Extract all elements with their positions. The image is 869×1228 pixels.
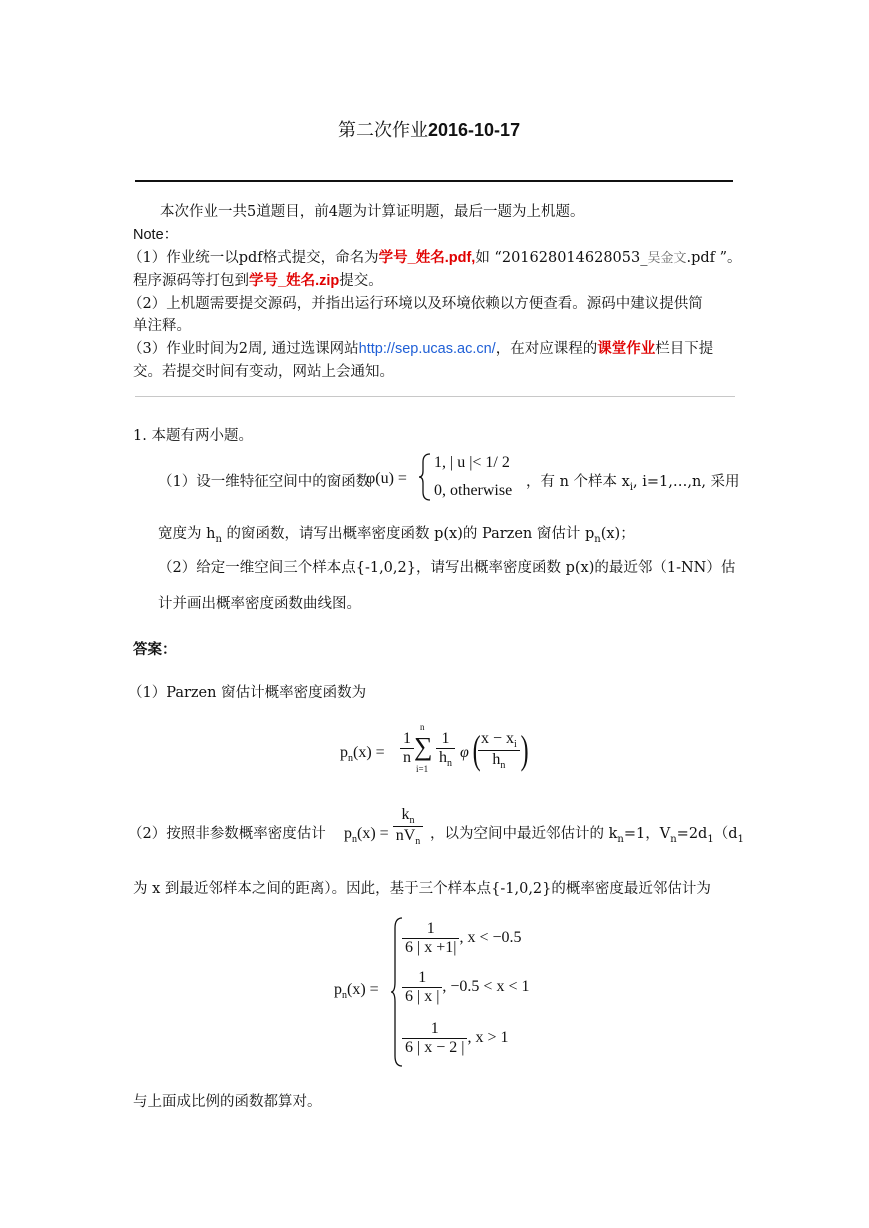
note-3-text-c: 栏目下提 bbox=[655, 341, 714, 357]
window-function-lhs: φ(u) = bbox=[366, 470, 407, 487]
pw-frac-2 bbox=[402, 969, 442, 1006]
pw-frac-3 bbox=[402, 1020, 467, 1057]
pw-3-cond: , x > 1 bbox=[467, 1029, 509, 1047]
q1-part1-line1 bbox=[158, 470, 370, 491]
note-1-text-c: .pdf ”。 bbox=[686, 250, 742, 266]
title-text: 第二次作业 bbox=[338, 120, 428, 141]
piecewise-case-1 bbox=[402, 920, 521, 957]
pw-1-den: 6 | x +1| bbox=[402, 938, 459, 957]
q1-p1-text-e: 的窗函数，请写出概率密度函数 p(x)的 Parzen 窗估计 p bbox=[221, 526, 595, 542]
note-1-text-d: 程序源码等打包到 bbox=[133, 273, 249, 289]
note-3-section: 课堂作业 bbox=[597, 340, 656, 357]
note-1-text-a: （1）作业统一以pdf格式提交，命名为 bbox=[128, 250, 379, 266]
eq2-num bbox=[393, 806, 424, 826]
window-case-1: 1, | u |< 1/ 2 bbox=[434, 454, 510, 471]
eq1-phi: φ bbox=[460, 744, 469, 761]
window-case-2: 0, otherwise bbox=[434, 482, 513, 499]
window-function-brace bbox=[418, 452, 432, 502]
note-label: Note： bbox=[133, 227, 179, 243]
note-item-3 bbox=[128, 337, 713, 358]
page-title bbox=[338, 116, 520, 142]
eq1-lhs-sub: n bbox=[348, 753, 353, 765]
pw-3-den: 6 | x − 2 | bbox=[402, 1038, 467, 1057]
eq1-frac-den: n bbox=[400, 748, 414, 767]
right-paren-icon: ) bbox=[520, 727, 529, 772]
q1-heading: 1. 本题有两小题。 bbox=[133, 428, 253, 444]
note-3-text-b: ，在对应课程的 bbox=[495, 341, 598, 357]
eq1-inner-num bbox=[478, 730, 520, 750]
pw-lhs-sub: n bbox=[342, 990, 347, 1002]
note-item-2-cont: 单注释。 bbox=[133, 318, 191, 334]
title-date: 2016-10-17 bbox=[428, 120, 521, 140]
q1-p1-sub-i: i bbox=[629, 481, 634, 493]
eq1-frac-num: 1 bbox=[403, 730, 411, 747]
eq1-inner-den-h: h bbox=[492, 751, 501, 769]
note-item-2: （2）上机题需要提交源码，并指出运行环境以及环境依赖以方便查看。源码中建议提供简 bbox=[128, 296, 703, 312]
q1-p1-text-b: ，有 n 个样本 x bbox=[526, 474, 630, 490]
pw-1-num: 1 bbox=[426, 920, 435, 937]
eq1-inner-num-sub: i bbox=[514, 739, 517, 751]
eq2-num-sub: n bbox=[409, 815, 415, 827]
pw-2-den: 6 | x | bbox=[402, 987, 442, 1006]
q1-part2-line2: 计并画出概率密度函数曲线图。 bbox=[158, 596, 361, 612]
pw-1-cond: , x < −0.5 bbox=[459, 929, 522, 947]
q1-p1-text-c: , i=1,…,n, 采用 bbox=[633, 474, 740, 490]
note-1-filename: 学号_姓名.pdf, bbox=[378, 250, 476, 266]
a2-text-d: =2d bbox=[676, 826, 708, 842]
answer-part2-line2: 为 x 到最近邻样本之间的距离）。因此，基于三个样本点{-1,0,2}的概率密度最近邻估计为 bbox=[133, 881, 711, 897]
pw-frac-1 bbox=[402, 920, 459, 957]
eq2-den bbox=[393, 826, 424, 847]
piecewise-lhs bbox=[334, 981, 379, 1001]
q1-p1-sub-n: n bbox=[215, 533, 222, 545]
a2-sub-d: 1 bbox=[707, 833, 714, 845]
final-note: 与上面成比例的函数都算对。 bbox=[133, 1094, 322, 1110]
piecewise-case-2 bbox=[402, 969, 529, 1006]
eq1-inner-frac bbox=[478, 730, 520, 771]
pw-2-num: 1 bbox=[418, 969, 427, 986]
title-divider bbox=[135, 180, 733, 182]
note-1-example-name: 吴金文 bbox=[647, 251, 687, 266]
eq2-den-sub: n bbox=[415, 836, 421, 848]
eq2-num-k: k bbox=[401, 806, 410, 823]
q1-p1-sub-n2: n bbox=[594, 533, 601, 545]
window-function bbox=[366, 470, 407, 488]
eq1-frac-1n bbox=[400, 730, 414, 767]
a2-text-b: ，以为空间中最近邻估计的 k bbox=[430, 826, 618, 842]
q1-part1-line2 bbox=[158, 522, 635, 545]
a2-text-c: =1，V bbox=[623, 826, 671, 842]
knn-equation bbox=[344, 806, 423, 847]
eq1-sum-top: n bbox=[420, 722, 425, 732]
pw-lhs-arg: (x) = bbox=[347, 981, 379, 998]
intro-paragraph: 本次作业一共5道题目，前4题为计算证明题，最后一题为上机题。 bbox=[160, 204, 585, 220]
answer-label: 答案： bbox=[133, 641, 177, 658]
a2-sub-e: 1 bbox=[737, 833, 744, 845]
q1-p1-text-a: （1）设一维特征空间中的窗函数 bbox=[158, 474, 371, 490]
section-divider bbox=[135, 396, 735, 397]
q1-part1-line1-tail bbox=[526, 470, 740, 493]
note-1-text-b: 如 “201628014628053_ bbox=[475, 250, 648, 266]
eq1-frac-1h bbox=[436, 730, 455, 769]
q1-part2-line1: （2）给定一维空间三个样本点{-1,0,2}，请写出概率密度函数 p(x)的最近邻（1-NN）估 bbox=[158, 560, 736, 576]
a2-sub-c: n bbox=[670, 833, 677, 845]
eq1-h-den-sub: n bbox=[447, 758, 452, 770]
pw-2-cond: , −0.5 < x < 1 bbox=[442, 978, 530, 996]
note-3-text-a: （3）作业时间为2周, 通过选课网站 bbox=[128, 341, 359, 357]
eq1-h-den bbox=[436, 748, 455, 769]
eq2-lhs: p bbox=[344, 825, 352, 843]
pw-3-num: 1 bbox=[430, 1020, 439, 1037]
answer-part1-text: （1）Parzen 窗估计概率密度函数为 bbox=[128, 685, 367, 701]
eq2-frac bbox=[393, 806, 424, 847]
note-1-text-e: 提交。 bbox=[339, 273, 383, 289]
course-site-link[interactable]: http://sep.ucas.ac.cn/ bbox=[358, 341, 496, 357]
eq2-lhs-arg: (x) = bbox=[357, 825, 389, 843]
eq1-h-num: 1 bbox=[441, 730, 450, 747]
note-item-1-cont bbox=[133, 269, 383, 290]
a2-text-e: （d bbox=[713, 826, 738, 842]
left-paren-icon: ( bbox=[472, 727, 481, 772]
eq1-lhs-arg: (x) = bbox=[353, 744, 385, 761]
eq1-lhs: p bbox=[340, 744, 348, 761]
eq2-den-nv: nV bbox=[395, 827, 416, 845]
eq2-lhs-sub: n bbox=[352, 834, 357, 846]
piecewise-case-3 bbox=[402, 1020, 508, 1057]
answer-part2-text: （2）按照非参数概率密度估计 bbox=[128, 826, 326, 842]
eq1-h-den-h: h bbox=[439, 749, 447, 766]
answer-part2-tail bbox=[430, 822, 744, 845]
eq1-inner-num-text: x − x bbox=[481, 730, 515, 747]
note-item-3-cont: 交。若提交时间有变动，网站上会通知。 bbox=[133, 364, 394, 380]
sigma-icon: ∑ bbox=[414, 732, 433, 761]
note-1-zipname: 学号_姓名.zip bbox=[249, 273, 340, 289]
eq1-sum-bottom: i=1 bbox=[416, 764, 429, 774]
note-item-1 bbox=[128, 246, 742, 267]
q1-p1-text-d: 宽度为 h bbox=[158, 526, 216, 542]
eq1-inner-den-sub: n bbox=[500, 760, 506, 772]
q1-p1-text-f: (x)； bbox=[600, 526, 635, 542]
a2-sub-b: n bbox=[617, 833, 624, 845]
eq1-inner-den bbox=[478, 750, 520, 771]
pw-lhs: p bbox=[334, 981, 342, 998]
